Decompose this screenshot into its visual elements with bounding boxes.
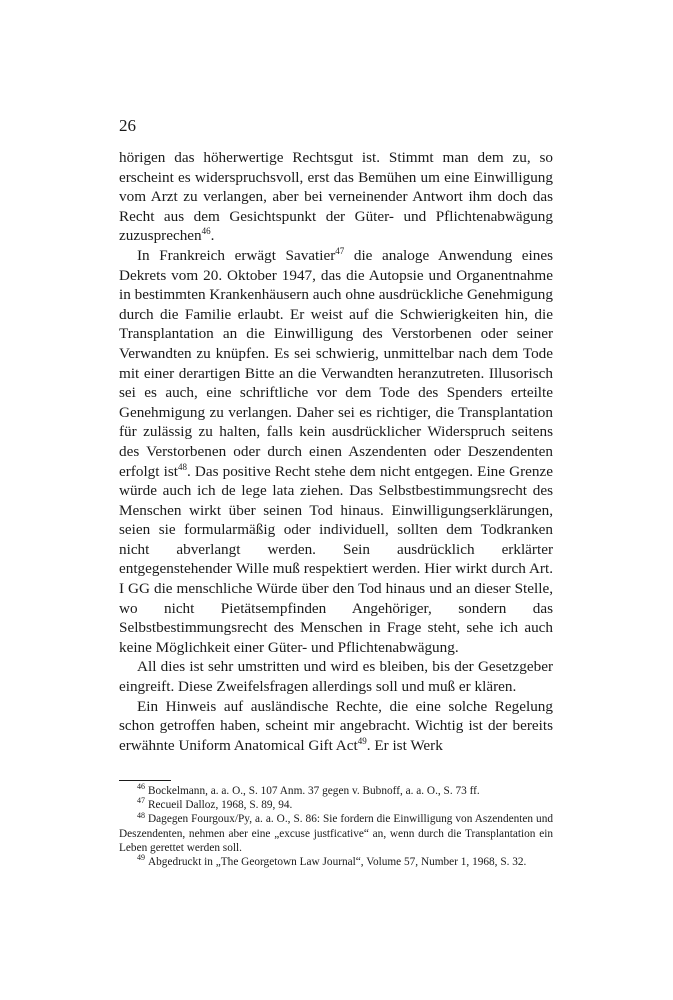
text-run: die analoge Anwendung eines Dekrets vom 20. Oktober 1947, das die Autopsie und Organentnahme in bestimmten Krankenhäusern auch ohne ausdrückliche Genehmigung durch die Familie erlaubt. Er weist auf die Schwierigkeiten hin, die Transplantation an die Einwilligung des Verstorbenen oder seiner Verwandten zu knüpfen. Es sei schwierig, unmittelbar nach dem Tode mit einer derartigen Bitte an die Verwandten heranzutreten. Illusorisch sei es auch, eine schriftliche vor dem Tode des Spenders erteilte Genehmigung zu verlangen. Daher sei es richtiger, die Transplantation für zulässig zu halten, falls kein ausdrücklicher Widerspruch seitens des Verstorbenen oder durch einen Aszendenten oder Deszendenten erfolgt ist: [119, 246, 553, 480]
text-run: . Das positive Recht stehe dem nicht entgegen. Eine Grenze würde auch ich de lege lata ziehen. Das Selbstbestimmungsrecht des Menschen wirkt über seinen Tod hinaus. Einwilligungserklärungen, seien sie formularmäßig oder individuell, sollten dem Todkranken nicht abverlangt werden. Sein ausdrücklich erklärter entgegenstehender Wille muß respektiert werden. Hier wirkt durch Art. I GG die menschliche Würde über den Tod hinaus und an dieser Stelle, wo nicht Pietätsempfinden Angehöriger, sondern das Selbstbestimmungsrecht des Menschen in Frage steht, sehe ich auch keine Möglichkeit einer Güter- und Pflichtenabwägung.: [119, 462, 553, 656]
text-run: In Frankreich erwägt Savatier: [137, 246, 336, 264]
page-number: 26: [119, 116, 136, 135]
footnote-reference: 49: [357, 735, 367, 746]
footnotes: [119, 784, 553, 869]
text-run: Ein Hinweis auf ausländische Rechte, die eine solche Regelung schon getroffen haben, scheint mir angebracht. Wichtig ist der bereits erwähnte Uniform Anatomical Gift Act: [119, 697, 553, 754]
footnote-reference: 46: [201, 226, 211, 237]
text-run: .: [210, 227, 215, 245]
footnote-number: 49: [137, 853, 145, 863]
body-paragraph: [119, 148, 553, 246]
footnote: [119, 798, 553, 812]
footnote-text: Abgedruckt in „The Georgetown Law Journal“, Volume 57, Number 1, 1968, S. 32.: [148, 856, 527, 869]
text-run: . Er ist Werk: [366, 736, 443, 754]
footnote-divider: [119, 780, 171, 781]
footnote: [119, 784, 553, 798]
footnote-text: Bockelmann, a. a. O., S. 107 Anm. 37 gegen v. Bubnoff, a. a. O., S. 73 ff.: [148, 785, 480, 797]
footnote-number: 46: [137, 782, 145, 792]
footnote-reference: 48: [177, 461, 187, 472]
footnote-number: 48: [137, 810, 145, 820]
body-paragraph: [119, 657, 553, 696]
text-run: hörigen das höherwertige Rechtsgut ist. Stimmt man dem zu, so erscheint es widerspruchsvoll, erst das Bemühen um eine Einwilligung vom Arzt zu verlangen, aber bei verneinender Antwort ihm doch das Recht aus dem Gesichtspunkt der Güter- und Pflichtenabwägung zuzusprechen: [119, 149, 553, 245]
footnote-text: Dagegen Fourgoux/Py, a. a. O., S. 86: Sie fordern die Einwilligung von Aszendenten und Deszendenten, nehmen aber eine „excuse justficative“ an, wenn durch die Transplantation ein Leben gerettet werden soll.: [119, 813, 553, 854]
footnote-text: Recueil Dalloz, 1968, S. 89, 94.: [148, 799, 293, 812]
body-text: [119, 148, 553, 755]
footnote: [119, 812, 553, 855]
body-paragraph: [119, 697, 553, 756]
footnote: [119, 855, 553, 869]
footnote-number: 47: [137, 796, 145, 806]
footnote-reference: 47: [335, 245, 345, 256]
text-run: All dies ist sehr umstritten und wird es bleiben, bis der Gesetzgeber eingreift. Diese Zweifelsfragen allerdings soll und muß er klären.: [119, 658, 553, 696]
body-paragraph: [119, 246, 553, 657]
